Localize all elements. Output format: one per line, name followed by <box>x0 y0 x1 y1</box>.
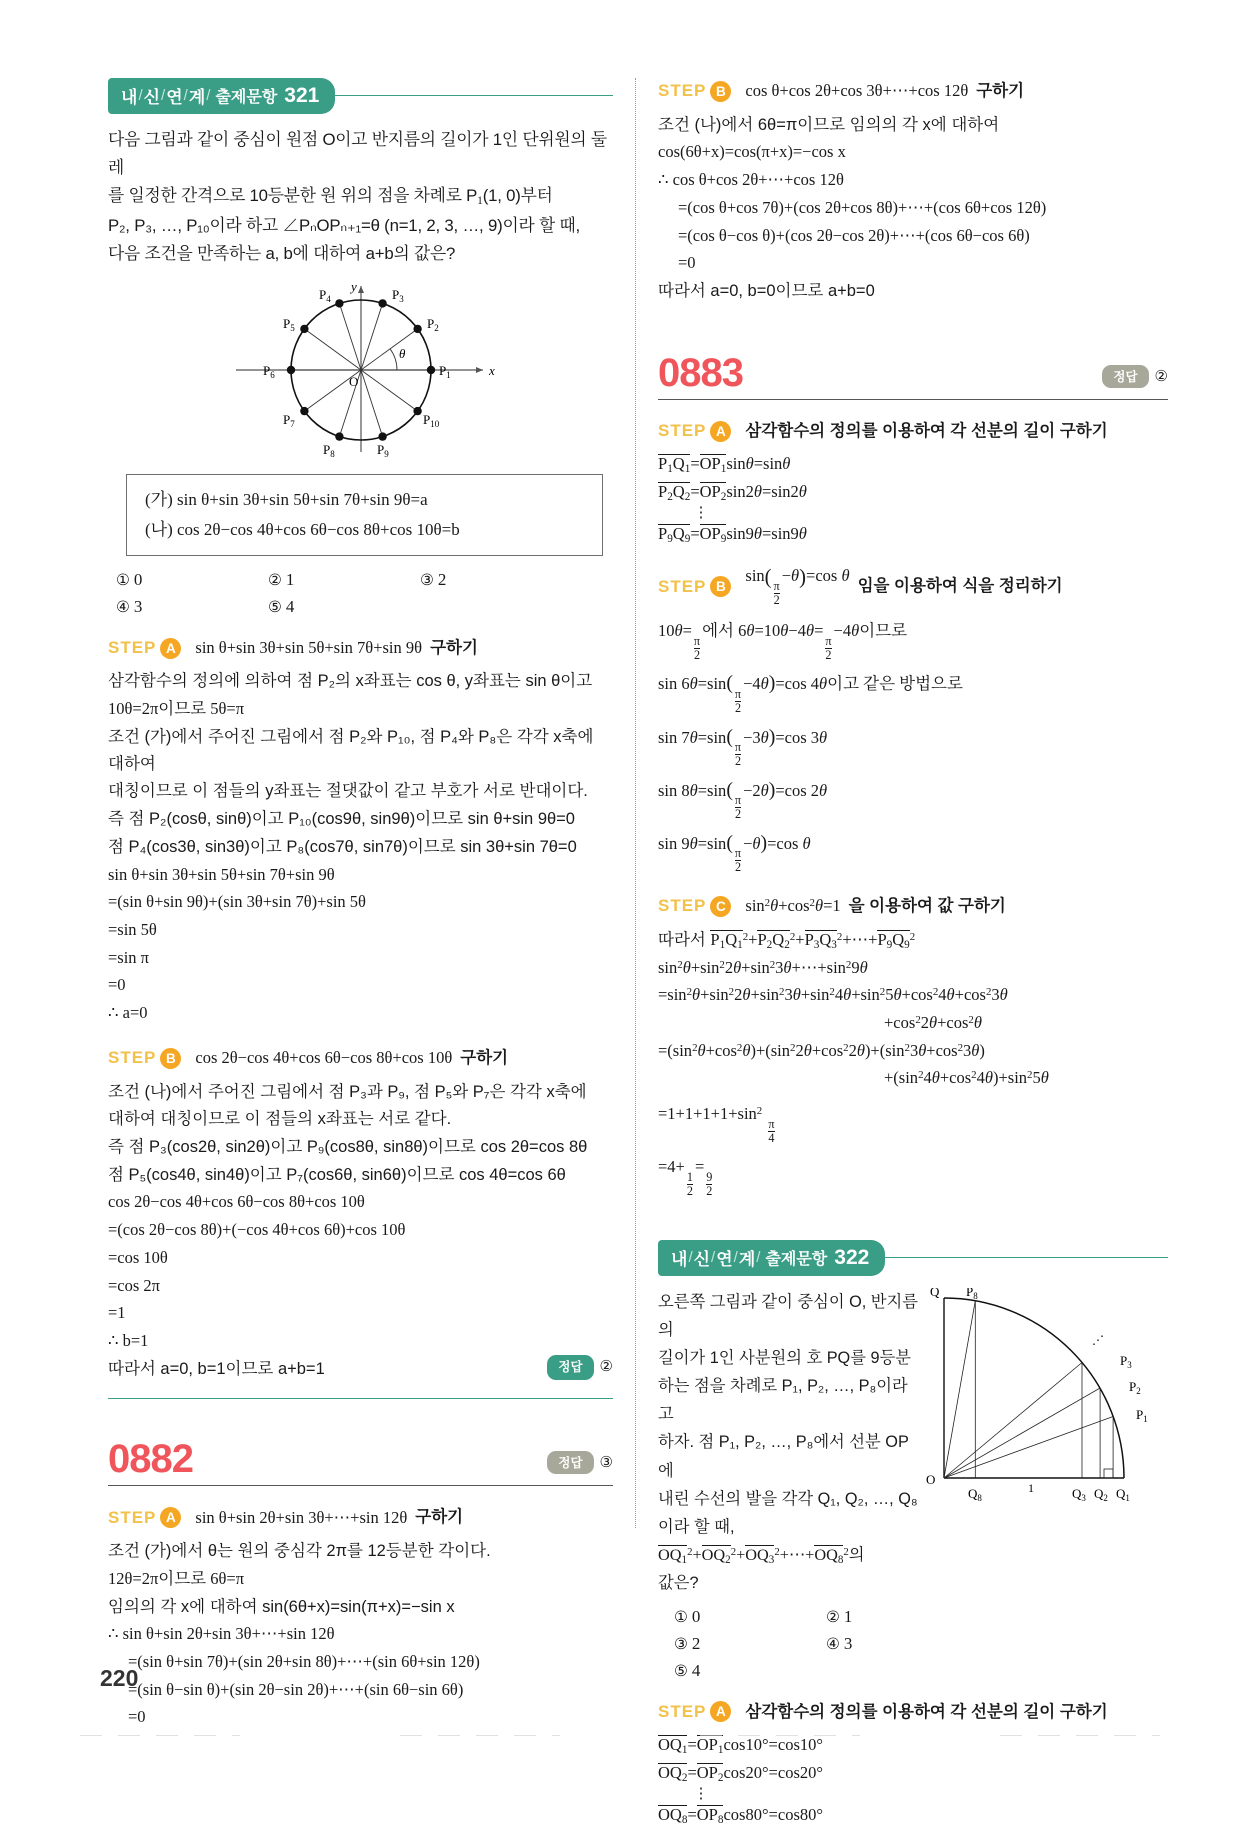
solution-line: $+\cos^22\theta+\cos^2\theta$ <box>884 1012 982 1032</box>
badge-part-3: 연 <box>166 88 183 107</box>
solution-line: =(sin θ+sin 9θ)+(sin 3θ+sin 7θ)+sin 5θ <box>108 892 366 912</box>
badge-part-4: 계 <box>188 88 206 107</box>
solution-line: =4+ $\frac{1}{2}$ = $\frac{9}{2}$ <box>658 1157 713 1198</box>
step-b-0883 <box>658 566 1168 607</box>
svg-text:O: O <box>348 374 358 390</box>
problem-line: 하는 점을 차례로 P₁, P₂, …, P₈이라고 <box>658 1377 908 1424</box>
svg-text:P2: $P_2$ <box>426 316 439 334</box>
choice-1-mark: ① <box>674 1608 688 1626</box>
choice-5[interactable] <box>268 597 420 617</box>
step-b-title-ko: 구하기 <box>976 82 1025 100</box>
solution-line: 대하여 대칭이므로 이 점들의 x좌표는 서로 같다. <box>108 1110 452 1129</box>
choice-3-mark: ③ <box>420 571 434 589</box>
step-b-solution-321 <box>108 1079 613 1383</box>
step-a-solution-321 <box>108 668 613 1026</box>
solution-line: =0 <box>108 975 126 995</box>
step-c-title-ko: 을 이용하여 값 구하기 <box>848 897 1006 916</box>
solution-line: 점 P₅(cos4θ, sin4θ)이고 P₇(cos6θ, sin6θ)이므로 cos 4θ=cos 6θ <box>108 1165 566 1184</box>
step-b-title-ko: 임을 이용하여 식을 정리하기 <box>857 577 1063 596</box>
answer-pill-label: 정답 <box>547 1451 593 1474</box>
badge-slash-1: / <box>688 1249 693 1267</box>
svg-text:P7: $P_7$ <box>282 412 295 430</box>
choice-2-mark: ② <box>826 1608 840 1626</box>
solution-line: 대칭이므로 이 점들의 y좌표는 절댓값이 같고 부호가 서로 반대이다. <box>108 782 588 801</box>
choice-3-text: 2 <box>691 1633 701 1653</box>
step-b-title-math: cos 2θ−cos 4θ+cos 6θ−cos 8θ+cos 10θ <box>195 1048 453 1068</box>
step-a-322 <box>658 1699 1168 1726</box>
step-c-0883 <box>658 893 1168 920</box>
answer-value: ③ <box>599 1455 613 1472</box>
badge-label: 출제문항 <box>215 89 278 106</box>
step-badge-b: B <box>710 576 731 597</box>
svg-text:1: 1 <box>1028 1481 1034 1496</box>
solution-line: $P_9Q_9=OP_9\sin 9\theta=\sin 9\theta$ <box>658 524 807 546</box>
problem-header-0882 <box>108 1439 613 1486</box>
step-a-0883 <box>658 418 1168 445</box>
section-separator <box>108 1398 613 1399</box>
step-b-title-ko: 구하기 <box>460 1048 509 1067</box>
answer-pill-label: 정답 <box>547 1355 593 1380</box>
problem-line: 길이가 1인 사분원의 호 PQ를 9등분 <box>658 1349 911 1368</box>
vertical-dots: ⋮ <box>693 1785 709 1802</box>
solution-line: =sin π <box>108 947 150 967</box>
choice-2-text: 1 <box>285 569 295 589</box>
step-badge-a: A <box>710 1701 731 1722</box>
svg-text:P4: $P_4$ <box>318 287 331 305</box>
choice-2[interactable] <box>826 1607 978 1627</box>
step-a-title-math: sin θ+sin 3θ+sin 5θ+sin 7θ+sin 9θ <box>195 638 423 658</box>
solution-line: =(sin θ+sin 7θ)+(sin 2θ+sin 8θ)+⋯+(sin 6θ+sin 12θ) <box>128 1652 480 1672</box>
choices-321 <box>116 570 613 617</box>
solution-line: $+(\sin^24\theta+\cos^24\theta)+\sin^25\theta$ <box>884 1068 1049 1088</box>
svg-text:Q3: $Q_3$ <box>1072 1486 1086 1504</box>
step-word: STEP <box>658 896 707 916</box>
solution-line: 10θ=2π이므로 5θ=π <box>108 699 245 719</box>
answer-value: ② <box>1154 368 1168 385</box>
step-badge-c: C <box>710 896 731 917</box>
badge-number: 322 <box>834 1245 870 1269</box>
problem-line: 내린 수선의 발을 각각 Q₁, Q₂, …, Q₈ <box>658 1489 918 1508</box>
badge-part-2: 신 <box>693 1250 711 1270</box>
choice-4-text: 3 <box>133 596 143 616</box>
badge-number: 321 <box>284 83 320 107</box>
solution-line: $P_1Q_1=OP_1\sin\theta=\sin\theta$ <box>658 454 791 476</box>
problem-line-1: 다음 그림과 같이 중심이 원점 O이고 반지름의 길이가 1인 단위원의 둘레 <box>108 130 607 178</box>
badge-slash-1: / <box>138 87 143 104</box>
step-a-321 <box>108 635 613 662</box>
condition-ga-expr: sin θ+sin 3θ+sin 5θ+sin 7θ+sin 9θ=a <box>177 490 428 510</box>
solution-line: $OQ_1=OP_1\cos 10^\circ=\cos 10^\circ$ <box>658 1735 823 1757</box>
solution-line: =(cos θ−cos θ)+(cos 2θ−cos 2θ)+⋯+(cos 6θ−cos 6θ) <box>678 225 1030 245</box>
svg-text:y: y <box>350 279 357 295</box>
answer-badge-0882 <box>547 1451 613 1474</box>
solution-line: $=(\sin^2\theta+\cos^2\theta)+(\sin^22\theta+\cos^22\theta)+(\sin^23\theta+\cos^23\theta)$ <box>658 1040 985 1060</box>
step-word: STEP <box>658 421 707 441</box>
svg-text:Q8: $Q_8$ <box>968 1486 982 1504</box>
svg-text:P2: $P_2$ <box>1129 1379 1141 1397</box>
condition-ga-tag: (가) <box>145 490 173 510</box>
solution-line: $OQ_8=OP_8\cos 80^\circ=\cos 80^\circ$ <box>658 1805 823 1827</box>
step-b-solution-0883 <box>658 614 1168 875</box>
solution-line: ∴ b=1 <box>108 1331 149 1350</box>
vertical-dots: ⋮ <box>693 504 709 521</box>
solution-line: 10θ= $\frac{\pi}{2}$ 에서 6θ=10θ−4θ= $\frac{\pi}{2}$ −4θ이므로 <box>658 621 908 662</box>
problem-rule <box>108 1485 613 1486</box>
badge-slash-3: / <box>733 1249 738 1267</box>
quarter-circle-figure <box>924 1288 1164 1596</box>
problem-line-4: 다음 조건을 만족하는 a, b에 대하여 a+b의 값은? <box>108 244 456 264</box>
svg-text:P1: $P_1$ <box>438 363 451 381</box>
solution-line: 즉 점 P₂(cosθ, sinθ)이고 P₁₀(cos9θ, sin9θ)이므로 sin θ+sin 9θ=0 <box>108 810 575 829</box>
choice-4[interactable] <box>116 597 268 617</box>
conditions-box <box>126 474 603 556</box>
solution-line-final: 따라서 a=0, b=1이므로 a+b=1 정답 ② <box>108 1356 613 1383</box>
step-badge-b: B <box>160 1048 181 1069</box>
step-a-title-ko: 삼각함수의 정의를 이용하여 각 선분의 길이 구하기 <box>745 1702 1108 1721</box>
problem-line: 하자. 점 P₁, P₂, …, P₈에서 선분 OP에 <box>658 1433 909 1480</box>
solution-line: 점 P₄(cos3θ, sin3θ)이고 P₈(cos7θ, sin7θ)이므로 sin 3θ+sin 7θ=0 <box>108 837 577 856</box>
solution-line: 12θ=2π이므로 6θ=π <box>108 1568 245 1588</box>
badge-part-1: 내 <box>671 1250 688 1270</box>
step-a-title-ko: 삼각함수의 정의를 이용하여 각 선분의 길이 구하기 <box>745 421 1108 440</box>
svg-text:P8: $P_8$ <box>322 442 335 460</box>
choices-row-2 <box>674 1634 1168 1654</box>
step-b-title-math: sin( $\frac{\pi}{2}$ −θ)=cos θ <box>745 566 850 607</box>
badge-slash-4: / <box>206 87 211 104</box>
solution-line: ∴ cos θ+cos 2θ+⋯+cos 12θ <box>658 170 844 190</box>
solution-line: $=1+1+1+1+\sin^2$ $\frac{\pi}{4}$ <box>658 1104 775 1145</box>
step-word: STEP <box>658 576 707 596</box>
problem-line-3: P₂, P₃, …, P₁₀이라 하고 ∠PₙOPₙ₊₁=θ (n=1, 2, 3, …, 9)이라 할 때, <box>108 215 580 235</box>
problem-line: 값은? <box>658 1573 699 1592</box>
step-word: STEP <box>108 1048 157 1068</box>
solution-line: ∴ a=0 <box>108 1003 148 1023</box>
badge-slash-4: / <box>756 1249 761 1267</box>
choices-row-1 <box>116 570 613 590</box>
choices-row-2 <box>116 597 613 617</box>
solution-line: cos 2θ−cos 4θ+cos 6θ−cos 8θ+cos 10θ <box>108 1192 365 1212</box>
badge-label: 출제문항 <box>765 1251 828 1269</box>
solution-line: 임의의 각 x에 대하여 sin(6θ+x)=sin(π+x)=−sin x <box>108 1597 455 1616</box>
solution-line: 조건 (가)에서 주어진 그림에서 점 P₂와 P₁₀, 점 P₄와 P₈은 각각 x축에 대하여 <box>108 727 594 773</box>
step-c-solution-0883 <box>658 927 1168 1199</box>
naeshin-header-322 <box>658 1240 1168 1274</box>
svg-text:P3: $P_3$ <box>391 287 404 305</box>
problem-rule <box>658 399 1168 400</box>
step-a-0882 <box>108 1504 613 1531</box>
choice-1-text: 0 <box>133 569 143 589</box>
svg-text:P9: $P_9$ <box>376 442 389 460</box>
naeshin-badge <box>108 78 335 114</box>
answer-value: ② <box>599 1358 613 1376</box>
solution-line: $P_2Q_2=OP_2\sin 2\theta=\sin 2\theta$ <box>658 482 807 504</box>
solution-line: sin 9θ=sin( $\frac{\pi}{2}$ −θ)=cos θ <box>658 831 811 875</box>
naeshin-header-321 <box>108 78 613 112</box>
step-b-0882 <box>658 78 1168 105</box>
solution-line: =cos 2π <box>108 1275 161 1295</box>
choice-5-text: 4 <box>691 1660 701 1680</box>
problem-line: 오른쪽 그림과 같이 중심이 O, 반지름의 <box>658 1293 918 1340</box>
step-b-title-math: cos θ+cos 2θ+cos 3θ+⋯+cos 12θ <box>745 81 969 101</box>
choice-3[interactable] <box>674 1634 826 1654</box>
step-a-title-ko: 구하기 <box>415 1508 464 1527</box>
svg-text:P3: $P_3$ <box>1120 1353 1132 1371</box>
choice-2[interactable] <box>268 570 420 590</box>
svg-text:P8: $P_8$ <box>966 1288 978 1302</box>
solution-line: ∴ sin θ+sin 2θ+sin 3θ+⋯+sin 12θ <box>108 1624 335 1644</box>
solution-line: 따라서 $P_1Q_1^2+P_2Q_2^2+P_3Q_3^2+\cdots+P_9Q_9^2$ <box>658 929 916 951</box>
condition-na-expr: cos 2θ−cos 4θ+cos 6θ−cos 8θ+cos 10θ=b <box>177 520 460 539</box>
svg-text:θ: θ <box>398 346 405 362</box>
right-column <box>658 78 1168 1827</box>
print-edge-marks <box>0 1734 1240 1736</box>
choice-4[interactable] <box>826 1634 978 1654</box>
choice-2-text: 1 <box>843 1606 853 1626</box>
solution-line: $OQ_2=OP_2\cos 20^\circ=\cos 20^\circ$ <box>658 1763 823 1785</box>
choice-4-mark: ④ <box>116 598 130 616</box>
badge-part-2: 신 <box>143 88 161 107</box>
condition-na-tag: (나) <box>145 520 173 539</box>
svg-text:O: O <box>926 1472 936 1488</box>
svg-text:P5: $P_5$ <box>282 316 295 334</box>
step-word: STEP <box>108 1507 157 1527</box>
answer-pill-label: 정답 <box>1102 365 1148 388</box>
step-a-title-ko: 구하기 <box>430 638 478 657</box>
choice-1-text: 0 <box>691 1606 701 1626</box>
solution-line: sin 8θ=sin( $\frac{\pi}{2}$ −2θ)=cos 2θ <box>658 778 828 822</box>
solution-line: $=\sin^2\theta+\sin^22\theta+\sin^23\theta+\sin^24\theta+\sin^25\theta+\cos^24\theta+\cos^23\theta$ <box>658 985 1008 1005</box>
svg-text:P1: $P_1$ <box>1136 1407 1148 1425</box>
solution-line: =(sin θ−sin θ)+(sin 2θ−sin 2θ)+⋯+(sin 6θ−sin 6θ) <box>128 1679 464 1699</box>
problem-header-0883 <box>658 350 1168 400</box>
choice-3-mark: ③ <box>674 1635 688 1653</box>
choice-1-mark: ① <box>116 571 130 589</box>
choices-row-1 <box>674 1607 1168 1627</box>
choice-1[interactable] <box>116 570 268 590</box>
condition-na <box>145 515 588 545</box>
badge-part-3: 연 <box>716 1250 733 1270</box>
solution-line: $\sin^2\theta+\sin^22\theta+\sin^23\theta+\cdots+\sin^29\theta$ <box>658 957 868 977</box>
choice-2-mark: ② <box>268 571 282 589</box>
step-word: STEP <box>658 81 707 101</box>
badge-slash-2: / <box>161 87 166 104</box>
badge-part-4: 계 <box>738 1250 756 1270</box>
step-b-321 <box>108 1045 613 1072</box>
solution-line: =cos 10θ <box>108 1247 168 1267</box>
svg-text:Q1: $Q_1$ <box>1116 1486 1130 1504</box>
choice-5-text: 4 <box>285 596 295 616</box>
solution-line: =sin 5θ <box>108 919 157 939</box>
answer-badge-321 <box>547 1355 613 1380</box>
solution-line: 조건 (나)에서 6θ=π이므로 임의의 각 x에 대하여 <box>658 115 1000 134</box>
svg-text:P10: $P_{10}$ <box>422 412 439 430</box>
problem-line: $OQ_1^2+OQ_2^2+OQ_3^2+\cdots+OQ_8^2$의 <box>658 1544 865 1566</box>
solution-line: 따라서 a=0, b=0이므로 a+b=0 <box>658 282 875 301</box>
step-badge-a: A <box>160 1507 181 1528</box>
step-badge-a: A <box>710 421 731 442</box>
choice-3-text: 2 <box>437 569 447 589</box>
solution-line: sin 7θ=sin( $\frac{\pi}{2}$ −3θ)=cos 3θ <box>658 725 828 769</box>
choice-5-mark: ⑤ <box>674 1662 688 1680</box>
answer-badge-0883 <box>1102 365 1168 388</box>
quarter-circle-svg <box>924 1288 1164 1503</box>
problem-number-0883: 0883 <box>658 350 743 395</box>
step-a-solution-0882 <box>108 1538 613 1731</box>
step-word: STEP <box>108 638 157 658</box>
step-word: STEP <box>658 1701 707 1721</box>
solution-line: =(cos θ+cos 7θ)+(cos 2θ+cos 8θ)+⋯+(cos 6θ+cos 12θ) <box>678 197 1047 217</box>
solution-line: 조건 (가)에서 θ는 원의 중심각 2π를 12등분한 각이다. <box>108 1542 491 1561</box>
solution-line: 삼각함수의 정의에 의하여 점 P₂의 x좌표는 cos θ, y좌표는 sin θ이고 <box>108 672 593 691</box>
problem-number-0882: 0882 <box>108 1437 193 1482</box>
svg-text:⋰: ⋰ <box>1092 1333 1104 1348</box>
step-a-title-math: sin θ+sin 2θ+sin 3θ+⋯+sin 12θ <box>195 1507 408 1527</box>
step-badge-b: B <box>710 81 731 102</box>
column-divider <box>635 78 636 1528</box>
step-badge-a: A <box>160 638 181 659</box>
choice-5[interactable] <box>674 1661 826 1681</box>
solution-line: =1 <box>108 1303 126 1323</box>
problem-line: 이라 할 때, <box>658 1517 735 1536</box>
solution-line: sin θ+sin 3θ+sin 5θ+sin 7θ+sin 9θ <box>108 864 335 884</box>
step-a-solution-322 <box>658 1732 1168 1829</box>
naeshin-badge <box>658 1240 885 1276</box>
problem-line-2: 를 일정한 간격으로 10등분한 원 위의 점을 차례로 $P_1(1$, 0)부터 <box>108 186 553 208</box>
problem-322-body <box>658 1288 1168 1596</box>
badge-slash-3: / <box>183 87 188 104</box>
problem-statement-321 <box>108 126 613 268</box>
condition-ga <box>145 485 588 515</box>
solution-line: =0 <box>128 1707 146 1727</box>
step-c-title-math: $\sin^2\theta+\cos^2\theta=1$ <box>745 896 841 916</box>
badge-part-1: 내 <box>121 88 138 107</box>
solution-line: 조건 (나)에서 주어진 그림에서 점 P₃과 P₉, 점 P₅와 P₇은 각각 x축에 <box>108 1082 587 1101</box>
svg-text:Q: Q <box>930 1288 940 1300</box>
choice-1[interactable] <box>674 1607 826 1627</box>
choices-row-3 <box>674 1661 1168 1681</box>
choice-4-text: 3 <box>843 1633 853 1653</box>
choice-4-mark: ④ <box>826 1635 840 1653</box>
solution-line: =0 <box>678 253 696 273</box>
choice-5-mark: ⑤ <box>268 598 282 616</box>
choices-322 <box>674 1607 1168 1681</box>
svg-text:P6: $P_6$ <box>262 363 275 381</box>
page-number: 220 <box>100 1665 139 1691</box>
step-a-solution-0883 <box>658 451 1168 548</box>
unit-circle-svg <box>201 274 521 459</box>
solution-line: cos(6θ+x)=cos(π+x)=−cos x <box>658 142 846 162</box>
choice-3[interactable] <box>420 570 572 590</box>
svg-text:Q2: $Q_2$ <box>1094 1486 1108 1504</box>
solution-line: =(cos 2θ−cos 8θ)+(−cos 4θ+cos 6θ)+cos 10θ <box>108 1220 406 1240</box>
badge-slash-2: / <box>711 1249 716 1267</box>
unit-circle-figure <box>108 274 613 464</box>
solution-line: 즉 점 P₃(cos2θ, sin2θ)이고 P₉(cos8θ, sin8θ)이므로 cos 2θ=cos 8θ <box>108 1137 588 1156</box>
svg-text:x: x <box>488 363 495 379</box>
solution-line: sin 6θ=sin( $\frac{\pi}{2}$ −4θ)=cos 4θ이고 같은 방법으로 <box>658 672 963 715</box>
problem-322-text <box>658 1288 920 1596</box>
step-b-solution-0882 <box>658 112 1168 305</box>
